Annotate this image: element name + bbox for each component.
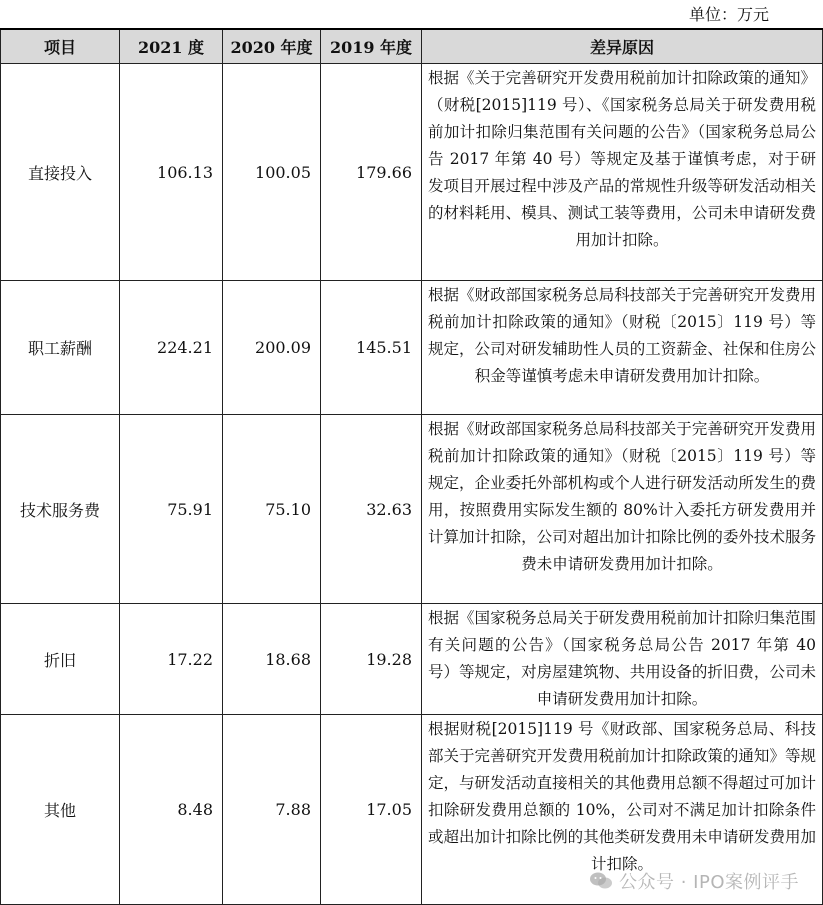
- row-2019: 32.63: [321, 415, 422, 604]
- header-reason: 差异原因: [422, 29, 823, 64]
- header-item: 项目: [1, 29, 120, 64]
- row-item: 技术服务费: [1, 415, 120, 604]
- watermark-text: 公众号 · IPO案例评手: [619, 872, 799, 893]
- table-row: [1, 64, 823, 281]
- row-reason: 根据《国家税务总局关于研发费用税前加计扣除归集范围有关问题的公告》（国家税务总局公告 2017 年第 40 号）等规定，对房屋建筑物、共用设备的折旧费，公司未申请研发费用加计扣除。: [422, 604, 823, 715]
- wechat-icon: [589, 871, 613, 891]
- row-item: 职工薪酬: [1, 281, 120, 415]
- header-2019: 2019 年度: [321, 29, 422, 64]
- table-row: [1, 415, 823, 604]
- row-2021: 17.22: [120, 604, 223, 715]
- row-2021: 75.91: [120, 415, 223, 604]
- row-reason: 根据《财政部国家税务总局科技部关于完善研究开发费用税前加计扣除政策的通知》（财税〔2015〕119 号）等规定，公司对研发辅助性人员的工资薪金、社保和住房公积金等谨慎考虑未申请研发费用加计扣除。: [422, 281, 823, 415]
- unit-label: 单位：万元: [688, 5, 769, 24]
- table-row: [1, 604, 823, 715]
- row-2020: 18.68: [223, 604, 321, 715]
- watermark: [589, 868, 799, 894]
- table-row: [1, 281, 823, 415]
- row-2020: 100.05: [223, 64, 321, 281]
- row-reason: 根据财税[2015]119 号《财政部、国家税务总局、科技部关于完善研究开发费用税前加计扣除政策的通知》等规定，与研发活动直接相关的其他费用总额不得超过可加计扣除研发费用总额的 10%，公司对不满足加计扣除条件或超出加计扣除比例的其他类研发费用未申请研发费用加计扣除。: [422, 715, 823, 905]
- row-2020: 75.10: [223, 415, 321, 604]
- row-2019: 145.51: [321, 281, 422, 415]
- header-2020: 2020 年度: [223, 29, 321, 64]
- header-2021: 2021 度: [120, 29, 223, 64]
- row-2021: 224.21: [120, 281, 223, 415]
- rd-expense-difference-table: [0, 28, 823, 905]
- row-2020: 7.88: [223, 715, 321, 905]
- row-2019: 19.28: [321, 604, 422, 715]
- row-2021: 106.13: [120, 64, 223, 281]
- row-2019: 179.66: [321, 64, 422, 281]
- row-2019: 17.05: [321, 715, 422, 905]
- row-reason: 根据《财政部国家税务总局科技部关于完善研究开发费用税前加计扣除政策的通知》（财税〔2015〕119 号）等规定，企业委托外部机构或个人进行研发活动所发生的费用，按照费用实际发生额的 80%计入委托方研发费用并计算加计扣除，公司对超出加计扣除比例的委外技术服务费未申请研发费用加计扣除。: [422, 415, 823, 604]
- table-header-row: [1, 29, 823, 64]
- row-item: 折旧: [1, 604, 120, 715]
- row-item: 直接投入: [1, 64, 120, 281]
- row-item: 其他: [1, 715, 120, 905]
- row-2021: 8.48: [120, 715, 223, 905]
- row-2020: 200.09: [223, 281, 321, 415]
- row-reason: 根据《关于完善研究开发费用税前加计扣除政策的通知》（财税[2015]119 号）、《国家税务总局关于研发费用税前加计扣除归集范围有关问题的公告》（国家税务总局公告 2017 年第 40 号）等规定及基于谨慎考虑，对于研发项目开展过程中涉及产品的常规性升级等研发活动相关的材料耗用、模具、测试工装等费用，公司未申请研发费用加计扣除。: [422, 64, 823, 281]
